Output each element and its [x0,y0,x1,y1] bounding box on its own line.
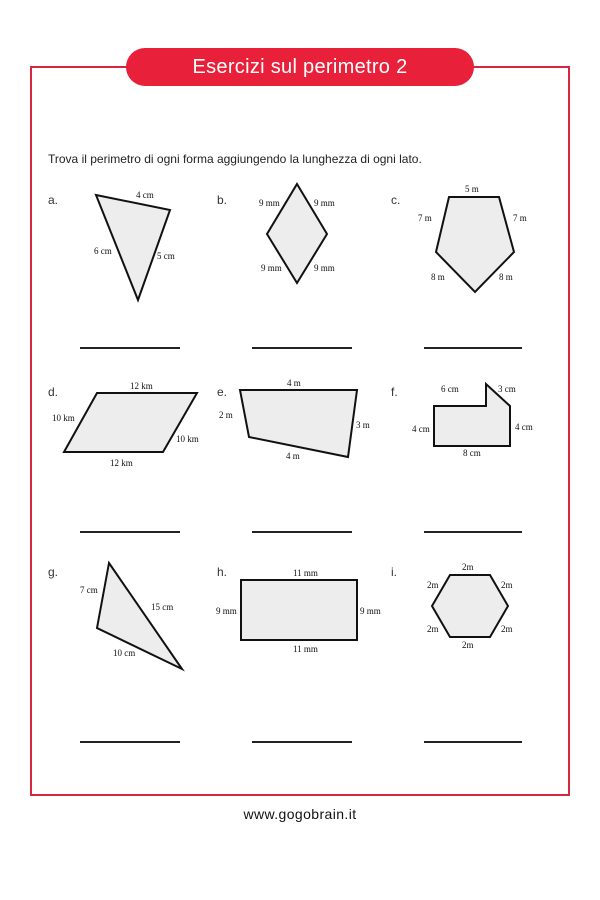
side-label: 6 cm [94,246,112,256]
problem-e-figure [219,378,370,461]
page-title: Esercizi sul perimetro 2 [126,48,474,86]
answer-line-i[interactable] [424,741,522,743]
problem-b-figure [259,184,335,283]
problem-a-letter: a. [48,193,59,207]
problem-g-letter: g. [48,565,59,579]
side-label: 12 km [130,381,153,391]
side-label: 9 mm [216,606,237,616]
side-label: 4 cm [136,190,154,200]
problem-c-figure [418,184,527,292]
side-label: 7 m [418,213,432,223]
side-label: 10 km [176,434,199,444]
problem-i-figure [427,562,513,650]
side-label: 15 cm [151,602,174,612]
problem-e-letter: e. [217,385,228,399]
side-label: 11 mm [293,568,318,578]
side-label: 8 m [499,272,513,282]
side-label: 9 mm [259,198,280,208]
side-label: 8 m [431,272,445,282]
side-label: 4 cm [515,422,533,432]
quadrilateral-shape [240,390,357,457]
side-label: 5 cm [157,251,175,261]
side-label: 9 mm [360,606,381,616]
side-label: 2m [427,624,439,634]
problem-a-figure [94,190,175,300]
side-label: 11 mm [293,644,318,654]
answer-line-g[interactable] [80,741,180,743]
side-label: 9 mm [314,263,335,273]
problem-h-letter: h. [217,565,228,579]
side-label: 9 mm [261,263,282,273]
triangle-shape [97,563,182,669]
side-label: 10 cm [113,648,136,658]
problem-b-letter: b. [217,193,228,207]
side-label: 2 m [219,410,233,420]
side-label: 2m [462,562,474,572]
side-label: 4 m [286,451,300,461]
problem-d-figure [52,381,199,468]
side-label: 6 cm [441,384,459,394]
side-label: 7 cm [80,585,98,595]
answer-line-b[interactable] [252,347,352,349]
problem-f-letter: f. [391,385,398,399]
side-label: 8 cm [463,448,481,458]
side-label: 10 km [52,413,75,423]
side-label: 5 m [465,184,479,194]
side-label: 4 cm [412,424,430,434]
side-label: 2m [501,624,513,634]
hexagon-shape [432,575,508,637]
answer-line-e[interactable] [252,531,352,533]
side-label: 2m [501,580,513,590]
side-label: 12 km [110,458,133,468]
answer-line-d[interactable] [80,531,180,533]
side-label: 9 mm [314,198,335,208]
answer-line-a[interactable] [80,347,180,349]
side-label: 2m [462,640,474,650]
footer-website: www.gogobrain.it [243,806,357,822]
rectangle-shape [241,580,357,640]
instructions: Trova il perimetro di ogni forma aggiungendo la lunghezza di ogni lato. [48,152,422,166]
problem-d-letter: d. [48,385,59,399]
answer-line-f[interactable] [424,531,522,533]
problem-i-letter: i. [391,565,397,579]
side-label: 3 cm [498,384,516,394]
answer-line-h[interactable] [252,741,352,743]
problem-f-figure [412,384,533,458]
answer-line-c[interactable] [424,347,522,349]
side-label: 4 m [287,378,301,388]
side-label: 2m [427,580,439,590]
problem-c-letter: c. [391,193,401,207]
problem-g-figure [80,563,182,669]
side-label: 3 m [356,420,370,430]
problem-h-figure [216,568,381,654]
side-label: 7 m [513,213,527,223]
